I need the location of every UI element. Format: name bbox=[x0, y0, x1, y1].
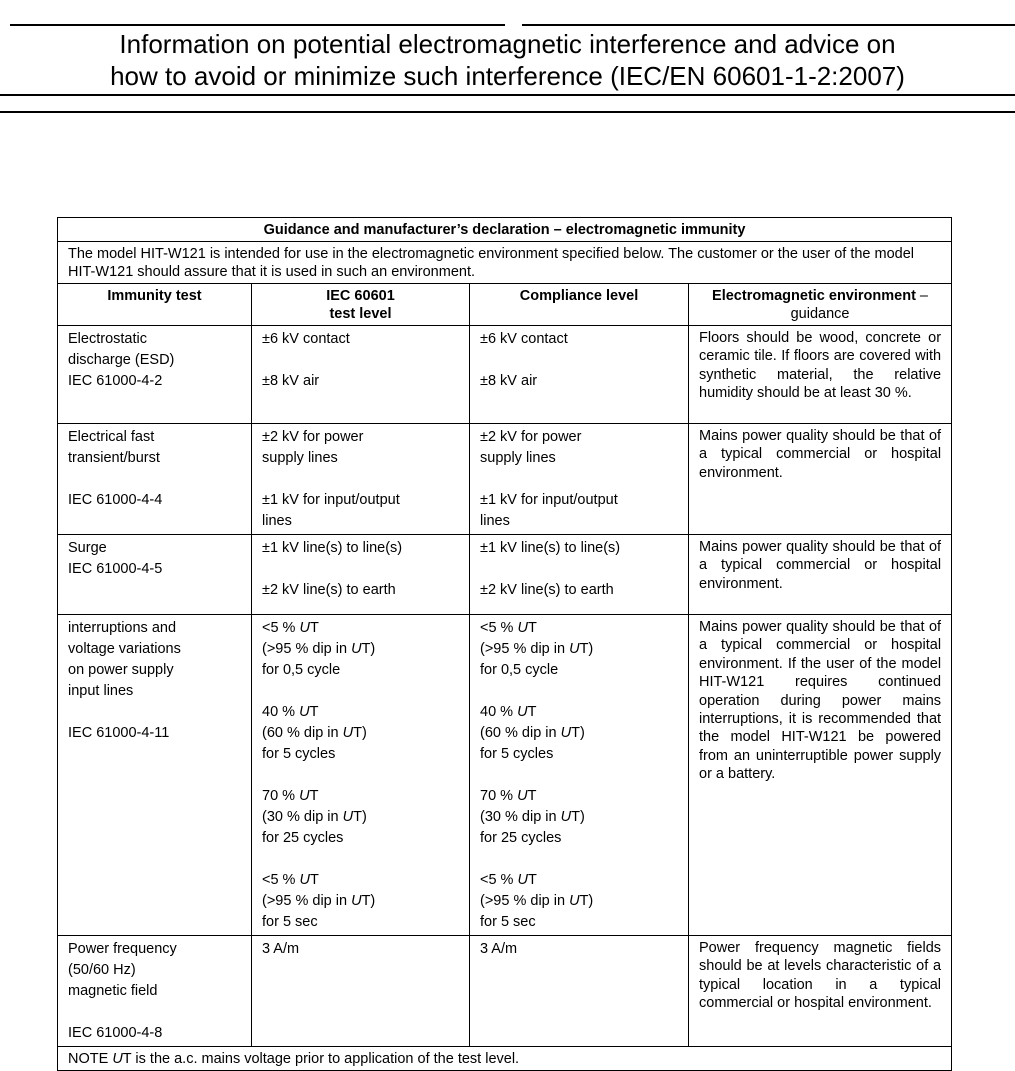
cell-line: (30 % dip in UT) bbox=[480, 809, 585, 825]
column-header-environment-bold: Electromagnetic environment bbox=[712, 288, 916, 304]
cell-guidance: Mains power quality should be that of a typical commercial or hospital environment. bbox=[689, 535, 952, 615]
column-header-environment-guidance bbox=[689, 284, 952, 326]
cell-test bbox=[58, 424, 252, 535]
top-rule-left bbox=[10, 24, 505, 26]
cell-line bbox=[480, 559, 678, 580]
cell-line: on power supply bbox=[68, 662, 174, 678]
cell-line: Electrostatic bbox=[68, 331, 147, 347]
cell-line: ±6 kV contact bbox=[480, 331, 568, 347]
cell-line bbox=[480, 849, 678, 870]
cell-line: 40 % UT bbox=[480, 704, 537, 720]
cell-line: (>95 % dip in UT) bbox=[262, 641, 376, 657]
table-caption: Guidance and manufacturer’s declaration – electromagnetic immunity bbox=[58, 218, 952, 242]
cell-level bbox=[252, 936, 470, 1047]
cell-line: (60 % dip in UT) bbox=[480, 725, 585, 741]
cell-line: (>95 % dip in UT) bbox=[262, 893, 376, 909]
cell-test bbox=[58, 535, 252, 615]
cell-line bbox=[262, 559, 459, 580]
cell-guidance: Mains power quality should be that of a typical commercial or hospital environment. bbox=[689, 424, 952, 535]
cell-line: 70 % UT bbox=[480, 788, 537, 804]
emc-immunity-table bbox=[57, 217, 952, 1071]
column-header-test-level-line-1: IEC 60601 bbox=[326, 288, 395, 304]
cell-line: IEC 61000-4-11 bbox=[68, 725, 170, 741]
cell-line: for 25 cycles bbox=[262, 830, 344, 846]
cell-compliance bbox=[470, 615, 689, 936]
cell-compliance bbox=[470, 326, 689, 424]
cell-line: 3 A/m bbox=[480, 941, 518, 957]
cell-line: IEC 61000-4-2 bbox=[68, 373, 163, 389]
table-row bbox=[58, 326, 952, 424]
header-row bbox=[58, 284, 952, 326]
cell-line: for 5 sec bbox=[480, 914, 536, 930]
cell-line: for 0,5 cycle bbox=[480, 662, 559, 678]
cell-guidance: Floors should be wood, concrete or ceramic tile. If floors are covered with synthetic material, the relative humidity should be at least 30 %. bbox=[689, 326, 952, 424]
cell-line: (>95 % dip in UT) bbox=[480, 641, 594, 657]
cell-line bbox=[480, 350, 678, 371]
top-rule-right bbox=[522, 24, 1015, 26]
cell-line bbox=[480, 681, 678, 702]
cell-guidance: Power frequency magnetic fields should be at levels characteristic of a typical location in a typical commercial or hospital environment. bbox=[689, 936, 952, 1047]
page-title-line-1: Information on potential electromagnetic interference and advice on bbox=[119, 29, 896, 59]
cell-level bbox=[252, 535, 470, 615]
cell-line bbox=[68, 1002, 241, 1023]
cell-line: interruptions and bbox=[68, 620, 177, 636]
cell-line: <5 % UT bbox=[262, 872, 319, 888]
intro-row bbox=[58, 242, 952, 284]
table-row bbox=[58, 936, 952, 1047]
cell-line bbox=[480, 765, 678, 786]
cell-line: Surge bbox=[68, 540, 107, 556]
cell-line: ±1 kV for input/output bbox=[480, 492, 618, 508]
cell-line: for 5 sec bbox=[262, 914, 318, 930]
cell-line bbox=[262, 350, 459, 371]
cell-line: ±6 kV contact bbox=[262, 331, 350, 347]
cell-line: (50/60 Hz) bbox=[68, 962, 136, 978]
cell-line: 40 % UT bbox=[262, 704, 319, 720]
cell-line: IEC 61000-4-4 bbox=[68, 492, 163, 508]
cell-test bbox=[58, 326, 252, 424]
cell-line: ±2 kV line(s) to earth bbox=[262, 582, 396, 598]
table-note: NOTE UT is the a.c. mains voltage prior to application of the test level. bbox=[58, 1047, 952, 1071]
cell-line bbox=[262, 469, 459, 490]
cell-level bbox=[252, 326, 470, 424]
page-title bbox=[0, 28, 1015, 92]
table-row bbox=[58, 615, 952, 936]
cell-line: input lines bbox=[68, 683, 134, 699]
cell-compliance bbox=[470, 936, 689, 1047]
cell-level bbox=[252, 615, 470, 936]
cell-line: transient/burst bbox=[68, 450, 160, 466]
cell-line: ±1 kV line(s) to line(s) bbox=[480, 540, 621, 556]
cell-line: for 5 cycles bbox=[262, 746, 336, 762]
cell-line: ±1 kV for input/output bbox=[262, 492, 400, 508]
page-title-line-2: how to avoid or minimize such interference (IEC/EN 60601-1-2:2007) bbox=[110, 61, 905, 91]
cell-line bbox=[480, 469, 678, 490]
column-header-test-level-line-2: test level bbox=[329, 306, 392, 322]
table-row bbox=[58, 424, 952, 535]
cell-level bbox=[252, 424, 470, 535]
cell-guidance: Mains power quality should be that of a typical commercial or hospital environment. If the user of the model HIT-W121 requires continued operation during power mains interruptions, it is recommended that the model HIT-W121 be powered from an uninterruptible power supply or a battery. bbox=[689, 615, 952, 936]
cell-compliance bbox=[470, 424, 689, 535]
cell-line: supply lines bbox=[262, 450, 338, 466]
cell-line: discharge (ESD) bbox=[68, 352, 175, 368]
table-row bbox=[58, 535, 952, 615]
title-rule-bottom-1 bbox=[0, 94, 1015, 96]
cell-line bbox=[262, 849, 459, 870]
cell-line: lines bbox=[480, 513, 510, 529]
cell-line: ±2 kV line(s) to earth bbox=[480, 582, 614, 598]
cell-compliance bbox=[470, 535, 689, 615]
table-rows bbox=[58, 326, 952, 1047]
cell-line: ±8 kV air bbox=[480, 373, 538, 389]
title-rule-bottom-2 bbox=[0, 111, 1015, 113]
column-header-environment-rest: – guidance bbox=[790, 288, 928, 322]
cell-line: for 5 cycles bbox=[480, 746, 554, 762]
column-header-compliance-level: Compliance level bbox=[470, 284, 689, 326]
cell-line: supply lines bbox=[480, 450, 556, 466]
cell-line: 70 % UT bbox=[262, 788, 319, 804]
cell-line bbox=[262, 765, 459, 786]
column-header-test-level bbox=[252, 284, 470, 326]
cell-line: (>95 % dip in UT) bbox=[480, 893, 594, 909]
cell-line: ±1 kV line(s) to line(s) bbox=[262, 540, 403, 556]
cell-line bbox=[262, 681, 459, 702]
cell-line bbox=[68, 469, 241, 490]
cell-line: Electrical fast bbox=[68, 429, 155, 445]
cell-line: ±2 kV for power bbox=[480, 429, 582, 445]
cell-test bbox=[58, 615, 252, 936]
column-header-immunity-test: Immunity test bbox=[58, 284, 252, 326]
cell-line: ±8 kV air bbox=[262, 373, 320, 389]
cell-line: IEC 61000-4-8 bbox=[68, 1025, 163, 1041]
cell-line: (60 % dip in UT) bbox=[262, 725, 367, 741]
cell-line: IEC 61000-4-5 bbox=[68, 561, 163, 577]
cell-line bbox=[68, 702, 241, 723]
cell-line: lines bbox=[262, 513, 292, 529]
cell-line: for 25 cycles bbox=[480, 830, 562, 846]
cell-line: <5 % UT bbox=[262, 620, 319, 636]
cell-line: <5 % UT bbox=[480, 872, 537, 888]
caption-row bbox=[58, 218, 952, 242]
cell-line: ±2 kV for power bbox=[262, 429, 364, 445]
cell-line: <5 % UT bbox=[480, 620, 537, 636]
cell-test bbox=[58, 936, 252, 1047]
cell-line: (30 % dip in UT) bbox=[262, 809, 367, 825]
cell-line: 3 A/m bbox=[262, 941, 300, 957]
cell-line: voltage variations bbox=[68, 641, 181, 657]
cell-line: Power frequency bbox=[68, 941, 177, 957]
cell-line: magnetic field bbox=[68, 983, 158, 999]
table-intro: The model HIT-W121 is intended for use in the electromagnetic environment specified below. The customer or the user of the model HIT-W121 should assure that it is used in such an environment. bbox=[58, 242, 952, 284]
cell-line: for 0,5 cycle bbox=[262, 662, 341, 678]
